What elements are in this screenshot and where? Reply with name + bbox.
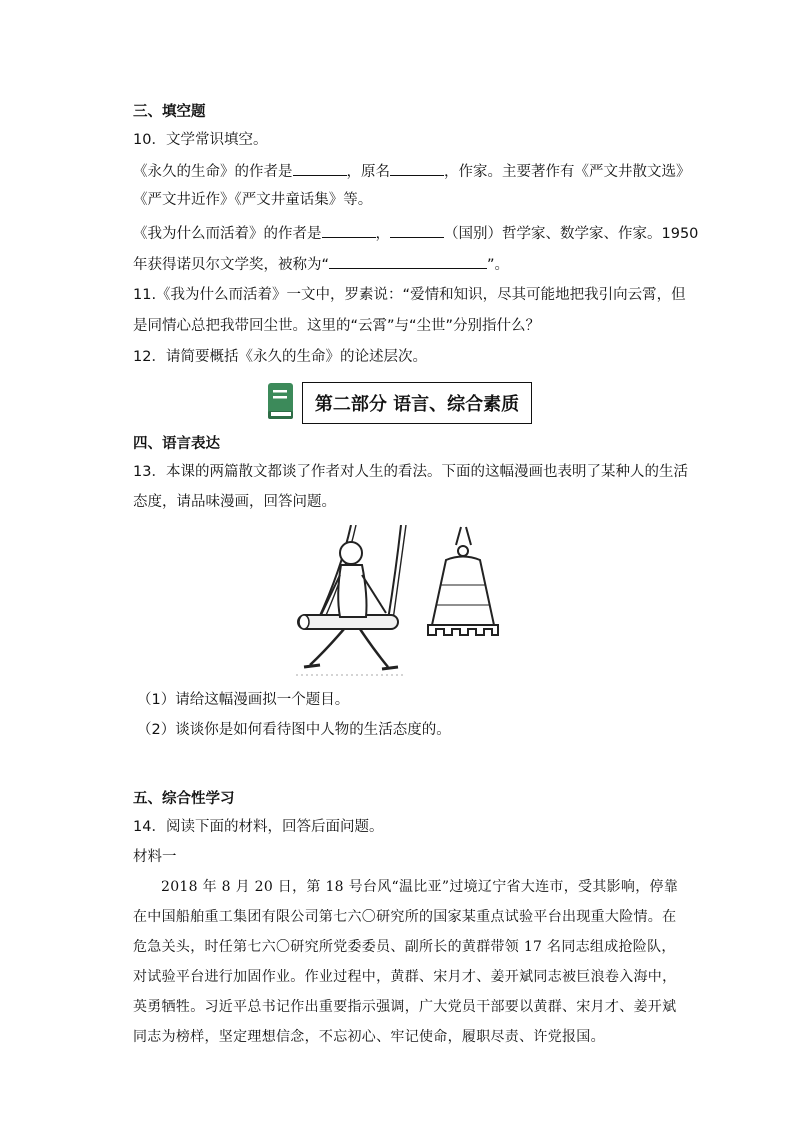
book-icon: [266, 381, 296, 425]
material-label: 材料一: [133, 849, 177, 865]
question-12: 12．请简要概括《永久的生命》的论述层次。: [133, 349, 427, 365]
q10-text-b: ，原名: [346, 164, 390, 180]
part-two-banner: [266, 381, 532, 425]
q10-text-e: ，: [375, 226, 390, 242]
question-13-sub-2: （2）谈谈你是如何看待图中人物的生活态度的。: [137, 722, 451, 738]
question-11-line-1: 11.《我为什么而活着》一文中，罗素说：“爱情和知识，尽其可能地把我引向云霄，但: [133, 287, 686, 303]
question-11-line-2: 是同情心总把我带回尘世。这里的“云霄”与“尘世”分别指什么？: [133, 318, 541, 334]
question-10-title: 10．文学常识填空。: [133, 132, 268, 148]
question-10-line-3: [133, 222, 698, 244]
question-10-line-4: [133, 253, 509, 275]
question-14: 14．阅读下面的材料，回答后面问题。: [133, 819, 384, 835]
answer-blank[interactable]: [293, 160, 347, 176]
section-heading-4: 四、语言表达: [133, 436, 220, 452]
question-13-sub-1: （1）请给这幅漫画拟一个题目。: [137, 692, 350, 708]
material-paragraph-line: 危急关头，时任第七六〇研究所党委委员、副所长的黄群带领 17 名同志组成抢险队，: [133, 939, 676, 955]
material-paragraph-line: 在中国船舶重工集团有限公司第七六〇研究所的国家某重点试验平台出现重大险情。在: [133, 909, 677, 925]
q10-text-d: 《我为什么而活着》的作者是: [133, 226, 322, 242]
section-heading-3: 三、填空题: [133, 104, 206, 120]
cartoon-illustration: [296, 525, 536, 685]
q10-text-c: ，作家。主要著作有《严文井散文选》: [444, 164, 691, 180]
answer-blank[interactable]: [390, 222, 444, 238]
question-10-line-2: 《严文井近作》《严文井童话集》等。: [133, 192, 373, 208]
question-13-line-1: 13．本课的两篇散文都谈了作者对人生的看法。下面的这幅漫画也表明了某种人的生活: [133, 464, 688, 480]
question-10-line-1: [133, 160, 691, 182]
answer-blank[interactable]: [329, 253, 487, 269]
q10-text-a: 《永久的生命》的作者是: [133, 164, 293, 180]
answer-blank[interactable]: [322, 222, 376, 238]
q10-text-f: （国别）哲学家、数学家、作家。1950: [444, 226, 699, 242]
question-13-line-2: 态度，请品味漫画，回答问题。: [133, 494, 336, 510]
q10-text-h: ”。: [487, 257, 510, 273]
material-paragraph-line: 2018 年 8 月 20 日，第 18 号台风“温比亚”过境辽宁省大连市，受其影响，停靠: [161, 879, 679, 895]
answer-blank[interactable]: [390, 160, 444, 176]
section-heading-5: 五、综合性学习: [133, 791, 235, 807]
material-paragraph-line: 同志为榜样，坚定理想信念，不忘初心、牢记使命，履职尽责、许党报国。: [133, 1029, 605, 1045]
q10-text-g: 年获得诺贝尔文学奖，被称为“: [133, 257, 330, 273]
banner-title: 第二部分 语言、综合素质: [302, 382, 532, 424]
material-paragraph-line: 英勇牺牲。习近平总书记作出重要指示强调，广大党员干部要以黄群、宋月才、姜开斌: [133, 999, 677, 1015]
material-paragraph-line: 对试验平台进行加固作业。作业过程中，黄群、宋月才、姜开斌同志被巨浪卷入海中，: [133, 969, 677, 985]
